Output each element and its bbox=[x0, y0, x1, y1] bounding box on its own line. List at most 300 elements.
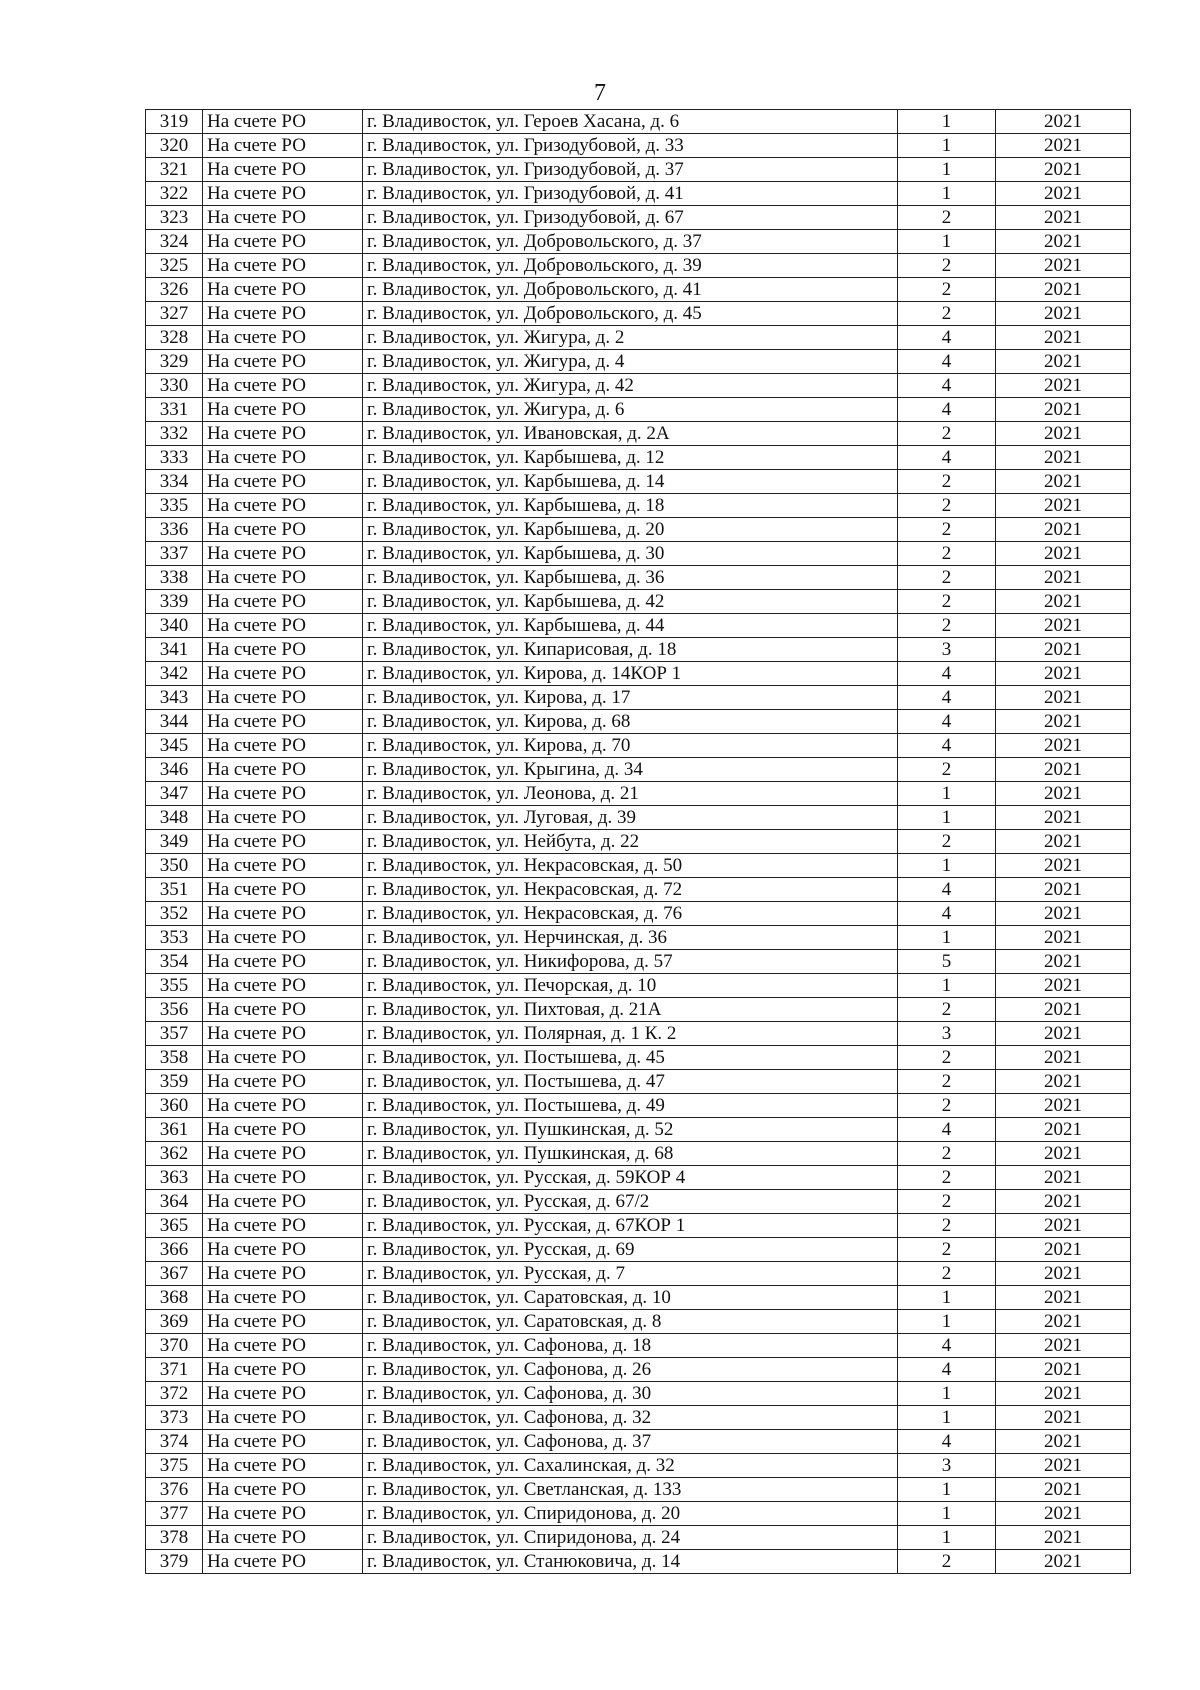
count-cell: 2 bbox=[898, 1550, 996, 1574]
row-number-cell: 350 bbox=[146, 854, 203, 878]
address-cell: г. Владивосток, ул. Ивановская, д. 2А bbox=[363, 422, 898, 446]
address-cell: г. Владивосток, ул. Добровольского, д. 37 bbox=[363, 230, 898, 254]
address-cell: г. Владивосток, ул. Крыгина, д. 34 bbox=[363, 758, 898, 782]
row-number-cell: 340 bbox=[146, 614, 203, 638]
account-status-cell: На счете РО bbox=[203, 1190, 363, 1214]
count-cell: 2 bbox=[898, 254, 996, 278]
year-cell: 2021 bbox=[996, 206, 1131, 230]
account-status-cell: На счете РО bbox=[203, 518, 363, 542]
row-number-cell: 343 bbox=[146, 686, 203, 710]
row-number-cell: 333 bbox=[146, 446, 203, 470]
year-cell: 2021 bbox=[996, 902, 1131, 926]
table-row bbox=[146, 638, 1131, 662]
table-row bbox=[146, 1022, 1131, 1046]
address-cell: г. Владивосток, ул. Русская, д. 7 bbox=[363, 1262, 898, 1286]
year-cell: 2021 bbox=[996, 230, 1131, 254]
address-cell: г. Владивосток, ул. Сахалинская, д. 32 bbox=[363, 1454, 898, 1478]
address-cell: г. Владивосток, ул. Нейбута, д. 22 bbox=[363, 830, 898, 854]
address-cell: г. Владивосток, ул. Пихтовая, д. 21А bbox=[363, 998, 898, 1022]
address-cell: г. Владивосток, ул. Пушкинская, д. 52 bbox=[363, 1118, 898, 1142]
count-cell: 1 bbox=[898, 854, 996, 878]
count-cell: 1 bbox=[898, 110, 996, 134]
table-row bbox=[146, 1166, 1131, 1190]
address-cell: г. Владивосток, ул. Некрасовская, д. 50 bbox=[363, 854, 898, 878]
table-row bbox=[146, 614, 1131, 638]
row-number-cell: 348 bbox=[146, 806, 203, 830]
row-number-cell: 323 bbox=[146, 206, 203, 230]
account-status-cell: На счете РО bbox=[203, 446, 363, 470]
address-cell: г. Владивосток, ул. Карбышева, д. 44 bbox=[363, 614, 898, 638]
account-status-cell: На счете РО bbox=[203, 1382, 363, 1406]
address-cell: г. Владивосток, ул. Светланская, д. 133 bbox=[363, 1478, 898, 1502]
count-cell: 4 bbox=[898, 1334, 996, 1358]
table-row bbox=[146, 1334, 1131, 1358]
count-cell: 4 bbox=[898, 1358, 996, 1382]
row-number-cell: 371 bbox=[146, 1358, 203, 1382]
year-cell: 2021 bbox=[996, 350, 1131, 374]
row-number-cell: 345 bbox=[146, 734, 203, 758]
row-number-cell: 344 bbox=[146, 710, 203, 734]
address-cell: г. Владивосток, ул. Сафонова, д. 30 bbox=[363, 1382, 898, 1406]
account-status-cell: На счете РО bbox=[203, 110, 363, 134]
account-status-cell: На счете РО bbox=[203, 1358, 363, 1382]
year-cell: 2021 bbox=[996, 1454, 1131, 1478]
row-number-cell: 337 bbox=[146, 542, 203, 566]
row-number-cell: 335 bbox=[146, 494, 203, 518]
count-cell: 1 bbox=[898, 1406, 996, 1430]
account-status-cell: На счете РО bbox=[203, 470, 363, 494]
account-status-cell: На счете РО bbox=[203, 590, 363, 614]
year-cell: 2021 bbox=[996, 638, 1131, 662]
year-cell: 2021 bbox=[996, 1286, 1131, 1310]
account-status-cell: На счете РО bbox=[203, 206, 363, 230]
row-number-cell: 329 bbox=[146, 350, 203, 374]
account-status-cell: На счете РО bbox=[203, 686, 363, 710]
year-cell: 2021 bbox=[996, 734, 1131, 758]
account-status-cell: На счете РО bbox=[203, 950, 363, 974]
year-cell: 2021 bbox=[996, 1070, 1131, 1094]
year-cell: 2021 bbox=[996, 470, 1131, 494]
count-cell: 2 bbox=[898, 470, 996, 494]
count-cell: 2 bbox=[898, 422, 996, 446]
table-row bbox=[146, 902, 1131, 926]
row-number-cell: 327 bbox=[146, 302, 203, 326]
table-row bbox=[146, 1358, 1131, 1382]
row-number-cell: 373 bbox=[146, 1406, 203, 1430]
year-cell: 2021 bbox=[996, 590, 1131, 614]
row-number-cell: 377 bbox=[146, 1502, 203, 1526]
table-row bbox=[146, 1310, 1131, 1334]
count-cell: 2 bbox=[898, 1046, 996, 1070]
account-status-cell: На счете РО bbox=[203, 278, 363, 302]
year-cell: 2021 bbox=[996, 1166, 1131, 1190]
count-cell: 4 bbox=[898, 734, 996, 758]
row-number-cell: 354 bbox=[146, 950, 203, 974]
row-number-cell: 332 bbox=[146, 422, 203, 446]
year-cell: 2021 bbox=[996, 758, 1131, 782]
count-cell: 2 bbox=[898, 1238, 996, 1262]
row-number-cell: 359 bbox=[146, 1070, 203, 1094]
table-row bbox=[146, 782, 1131, 806]
table-row bbox=[146, 566, 1131, 590]
row-number-cell: 349 bbox=[146, 830, 203, 854]
address-cell: г. Владивосток, ул. Карбышева, д. 20 bbox=[363, 518, 898, 542]
year-cell: 2021 bbox=[996, 1142, 1131, 1166]
year-cell: 2021 bbox=[996, 1430, 1131, 1454]
account-status-cell: На счете РО bbox=[203, 830, 363, 854]
table-row bbox=[146, 182, 1131, 206]
address-cell: г. Владивосток, ул. Гризодубовой, д. 41 bbox=[363, 182, 898, 206]
count-cell: 2 bbox=[898, 998, 996, 1022]
address-cell: г. Владивосток, ул. Постышева, д. 47 bbox=[363, 1070, 898, 1094]
account-status-cell: На счете РО bbox=[203, 878, 363, 902]
row-number-cell: 321 bbox=[146, 158, 203, 182]
row-number-cell: 341 bbox=[146, 638, 203, 662]
year-cell: 2021 bbox=[996, 518, 1131, 542]
count-cell: 1 bbox=[898, 1502, 996, 1526]
account-status-cell: На счете РО bbox=[203, 1478, 363, 1502]
year-cell: 2021 bbox=[996, 1406, 1131, 1430]
row-number-cell: 358 bbox=[146, 1046, 203, 1070]
account-status-cell: На счете РО bbox=[203, 1262, 363, 1286]
year-cell: 2021 bbox=[996, 1190, 1131, 1214]
buildings-table bbox=[145, 109, 1131, 1574]
address-cell: г. Владивосток, ул. Никифорова, д. 57 bbox=[363, 950, 898, 974]
row-number-cell: 339 bbox=[146, 590, 203, 614]
address-cell: г. Владивосток, ул. Сафонова, д. 26 bbox=[363, 1358, 898, 1382]
address-cell: г. Владивосток, ул. Сафонова, д. 37 bbox=[363, 1430, 898, 1454]
year-cell: 2021 bbox=[996, 662, 1131, 686]
row-number-cell: 378 bbox=[146, 1526, 203, 1550]
address-cell: г. Владивосток, ул. Добровольского, д. 41 bbox=[363, 278, 898, 302]
address-cell: г. Владивосток, ул. Спиридонова, д. 24 bbox=[363, 1526, 898, 1550]
year-cell: 2021 bbox=[996, 1382, 1131, 1406]
address-cell: г. Владивосток, ул. Кирова, д. 14КОР 1 bbox=[363, 662, 898, 686]
count-cell: 5 bbox=[898, 950, 996, 974]
account-status-cell: На счете РО bbox=[203, 158, 363, 182]
table-row bbox=[146, 398, 1131, 422]
year-cell: 2021 bbox=[996, 158, 1131, 182]
year-cell: 2021 bbox=[996, 686, 1131, 710]
address-cell: г. Владивосток, ул. Нерчинская, д. 36 bbox=[363, 926, 898, 950]
address-cell: г. Владивосток, ул. Жигура, д. 4 bbox=[363, 350, 898, 374]
table-row bbox=[146, 278, 1131, 302]
table-row bbox=[146, 1430, 1131, 1454]
table-row bbox=[146, 1046, 1131, 1070]
table-row bbox=[146, 350, 1131, 374]
account-status-cell: На счете РО bbox=[203, 1118, 363, 1142]
year-cell: 2021 bbox=[996, 782, 1131, 806]
row-number-cell: 319 bbox=[146, 110, 203, 134]
address-cell: г. Владивосток, ул. Некрасовская, д. 76 bbox=[363, 902, 898, 926]
address-cell: г. Владивосток, ул. Пушкинская, д. 68 bbox=[363, 1142, 898, 1166]
address-cell: г. Владивосток, ул. Русская, д. 59КОР 4 bbox=[363, 1166, 898, 1190]
table-row bbox=[146, 998, 1131, 1022]
address-cell: г. Владивосток, ул. Гризодубовой, д. 67 bbox=[363, 206, 898, 230]
page-number: 7 bbox=[594, 80, 606, 106]
table-row bbox=[146, 110, 1131, 134]
account-status-cell: На счете РО bbox=[203, 1022, 363, 1046]
table-row bbox=[146, 446, 1131, 470]
address-cell: г. Владивосток, ул. Кипарисовая, д. 18 bbox=[363, 638, 898, 662]
count-cell: 2 bbox=[898, 518, 996, 542]
table-row bbox=[146, 806, 1131, 830]
account-status-cell: На счете РО bbox=[203, 422, 363, 446]
year-cell: 2021 bbox=[996, 302, 1131, 326]
year-cell: 2021 bbox=[996, 374, 1131, 398]
table-row bbox=[146, 950, 1131, 974]
table-row bbox=[146, 926, 1131, 950]
account-status-cell: На счете РО bbox=[203, 1166, 363, 1190]
address-cell: г. Владивосток, ул. Карбышева, д. 42 bbox=[363, 590, 898, 614]
table-row bbox=[146, 374, 1131, 398]
row-number-cell: 326 bbox=[146, 278, 203, 302]
count-cell: 2 bbox=[898, 542, 996, 566]
row-number-cell: 331 bbox=[146, 398, 203, 422]
address-cell: г. Владивосток, ул. Леонова, д. 21 bbox=[363, 782, 898, 806]
year-cell: 2021 bbox=[996, 566, 1131, 590]
row-number-cell: 325 bbox=[146, 254, 203, 278]
account-status-cell: На счете РО bbox=[203, 1526, 363, 1550]
count-cell: 3 bbox=[898, 638, 996, 662]
table-row bbox=[146, 206, 1131, 230]
year-cell: 2021 bbox=[996, 926, 1131, 950]
table-row bbox=[146, 710, 1131, 734]
count-cell: 1 bbox=[898, 1286, 996, 1310]
account-status-cell: На счете РО bbox=[203, 1286, 363, 1310]
table-row bbox=[146, 1454, 1131, 1478]
table-row bbox=[146, 1382, 1131, 1406]
address-cell: г. Владивосток, ул. Сафонова, д. 32 bbox=[363, 1406, 898, 1430]
row-number-cell: 355 bbox=[146, 974, 203, 998]
address-cell: г. Владивосток, ул. Карбышева, д. 18 bbox=[363, 494, 898, 518]
account-status-cell: На счете РО bbox=[203, 614, 363, 638]
row-number-cell: 370 bbox=[146, 1334, 203, 1358]
year-cell: 2021 bbox=[996, 542, 1131, 566]
account-status-cell: На счете РО bbox=[203, 902, 363, 926]
count-cell: 2 bbox=[898, 566, 996, 590]
count-cell: 4 bbox=[898, 662, 996, 686]
count-cell: 4 bbox=[898, 686, 996, 710]
account-status-cell: На счете РО bbox=[203, 1046, 363, 1070]
table-row bbox=[146, 542, 1131, 566]
address-cell: г. Владивосток, ул. Карбышева, д. 36 bbox=[363, 566, 898, 590]
row-number-cell: 369 bbox=[146, 1310, 203, 1334]
address-cell: г. Владивосток, ул. Жигура, д. 6 bbox=[363, 398, 898, 422]
account-status-cell: На счете РО bbox=[203, 806, 363, 830]
row-number-cell: 336 bbox=[146, 518, 203, 542]
year-cell: 2021 bbox=[996, 182, 1131, 206]
account-status-cell: На счете РО bbox=[203, 302, 363, 326]
row-number-cell: 338 bbox=[146, 566, 203, 590]
table-row bbox=[146, 878, 1131, 902]
address-cell: г. Владивосток, ул. Карбышева, д. 12 bbox=[363, 446, 898, 470]
table-row bbox=[146, 830, 1131, 854]
address-cell: г. Владивосток, ул. Сафонова, д. 18 bbox=[363, 1334, 898, 1358]
count-cell: 1 bbox=[898, 1478, 996, 1502]
table-row bbox=[146, 734, 1131, 758]
table-row bbox=[146, 230, 1131, 254]
year-cell: 2021 bbox=[996, 878, 1131, 902]
address-cell: г. Владивосток, ул. Кирова, д. 68 bbox=[363, 710, 898, 734]
count-cell: 1 bbox=[898, 1526, 996, 1550]
count-cell: 1 bbox=[898, 926, 996, 950]
account-status-cell: На счете РО bbox=[203, 662, 363, 686]
year-cell: 2021 bbox=[996, 1310, 1131, 1334]
address-cell: г. Владивосток, ул. Героев Хасана, д. 6 bbox=[363, 110, 898, 134]
year-cell: 2021 bbox=[996, 326, 1131, 350]
account-status-cell: На счете РО bbox=[203, 1214, 363, 1238]
year-cell: 2021 bbox=[996, 1358, 1131, 1382]
count-cell: 4 bbox=[898, 350, 996, 374]
address-cell: г. Владивосток, ул. Карбышева, д. 30 bbox=[363, 542, 898, 566]
table-row bbox=[146, 254, 1131, 278]
address-cell: г. Владивосток, ул. Гризодубовой, д. 33 bbox=[363, 134, 898, 158]
table-row bbox=[146, 134, 1131, 158]
year-cell: 2021 bbox=[996, 254, 1131, 278]
table-row bbox=[146, 1286, 1131, 1310]
count-cell: 1 bbox=[898, 974, 996, 998]
year-cell: 2021 bbox=[996, 1118, 1131, 1142]
account-status-cell: На счете РО bbox=[203, 542, 363, 566]
table-body bbox=[146, 110, 1131, 1574]
row-number-cell: 363 bbox=[146, 1166, 203, 1190]
address-cell: г. Владивосток, ул. Кирова, д. 17 bbox=[363, 686, 898, 710]
count-cell: 1 bbox=[898, 1310, 996, 1334]
address-cell: г. Владивосток, ул. Кирова, д. 70 bbox=[363, 734, 898, 758]
account-status-cell: На счете РО bbox=[203, 998, 363, 1022]
count-cell: 4 bbox=[898, 902, 996, 926]
year-cell: 2021 bbox=[996, 110, 1131, 134]
row-number-cell: 328 bbox=[146, 326, 203, 350]
address-cell: г. Владивосток, ул. Русская, д. 67/2 bbox=[363, 1190, 898, 1214]
year-cell: 2021 bbox=[996, 1550, 1131, 1574]
address-cell: г. Владивосток, ул. Печорская, д. 10 bbox=[363, 974, 898, 998]
row-number-cell: 320 bbox=[146, 134, 203, 158]
table-row bbox=[146, 1502, 1131, 1526]
row-number-cell: 379 bbox=[146, 1550, 203, 1574]
table-row bbox=[146, 1478, 1131, 1502]
table-row bbox=[146, 1550, 1131, 1574]
year-cell: 2021 bbox=[996, 806, 1131, 830]
count-cell: 1 bbox=[898, 158, 996, 182]
table-row bbox=[146, 470, 1131, 494]
table-row bbox=[146, 686, 1131, 710]
year-cell: 2021 bbox=[996, 1262, 1131, 1286]
year-cell: 2021 bbox=[996, 134, 1131, 158]
table-row bbox=[146, 1070, 1131, 1094]
account-status-cell: На счете РО bbox=[203, 758, 363, 782]
count-cell: 1 bbox=[898, 230, 996, 254]
account-status-cell: На счете РО bbox=[203, 1334, 363, 1358]
table-row bbox=[146, 326, 1131, 350]
count-cell: 2 bbox=[898, 758, 996, 782]
count-cell: 2 bbox=[898, 830, 996, 854]
address-cell: г. Владивосток, ул. Постышева, д. 49 bbox=[363, 1094, 898, 1118]
address-cell: г. Владивосток, ул. Добровольского, д. 45 bbox=[363, 302, 898, 326]
account-status-cell: На счете РО bbox=[203, 326, 363, 350]
row-number-cell: 364 bbox=[146, 1190, 203, 1214]
row-number-cell: 346 bbox=[146, 758, 203, 782]
count-cell: 1 bbox=[898, 134, 996, 158]
address-cell: г. Владивосток, ул. Саратовская, д. 8 bbox=[363, 1310, 898, 1334]
count-cell: 4 bbox=[898, 374, 996, 398]
address-cell: г. Владивосток, ул. Гризодубовой, д. 37 bbox=[363, 158, 898, 182]
account-status-cell: На счете РО bbox=[203, 1550, 363, 1574]
row-number-cell: 376 bbox=[146, 1478, 203, 1502]
row-number-cell: 365 bbox=[146, 1214, 203, 1238]
account-status-cell: На счете РО bbox=[203, 134, 363, 158]
table-row bbox=[146, 494, 1131, 518]
count-cell: 1 bbox=[898, 782, 996, 806]
account-status-cell: На счете РО bbox=[203, 374, 363, 398]
count-cell: 2 bbox=[898, 1262, 996, 1286]
count-cell: 2 bbox=[898, 494, 996, 518]
count-cell: 2 bbox=[898, 1190, 996, 1214]
account-status-cell: На счете РО bbox=[203, 926, 363, 950]
row-number-cell: 357 bbox=[146, 1022, 203, 1046]
row-number-cell: 322 bbox=[146, 182, 203, 206]
year-cell: 2021 bbox=[996, 398, 1131, 422]
year-cell: 2021 bbox=[996, 278, 1131, 302]
table-row bbox=[146, 1238, 1131, 1262]
table-row bbox=[146, 302, 1131, 326]
count-cell: 4 bbox=[898, 398, 996, 422]
table-row bbox=[146, 1142, 1131, 1166]
account-status-cell: На счете РО bbox=[203, 638, 363, 662]
year-cell: 2021 bbox=[996, 1094, 1131, 1118]
row-number-cell: 367 bbox=[146, 1262, 203, 1286]
year-cell: 2021 bbox=[996, 1022, 1131, 1046]
row-number-cell: 351 bbox=[146, 878, 203, 902]
account-status-cell: На счете РО bbox=[203, 566, 363, 590]
count-cell: 2 bbox=[898, 302, 996, 326]
row-number-cell: 334 bbox=[146, 470, 203, 494]
table-row bbox=[146, 1406, 1131, 1430]
count-cell: 2 bbox=[898, 278, 996, 302]
account-status-cell: На счете РО bbox=[203, 1430, 363, 1454]
count-cell: 4 bbox=[898, 1118, 996, 1142]
count-cell: 2 bbox=[898, 206, 996, 230]
count-cell: 3 bbox=[898, 1454, 996, 1478]
year-cell: 2021 bbox=[996, 1526, 1131, 1550]
row-number-cell: 372 bbox=[146, 1382, 203, 1406]
row-number-cell: 362 bbox=[146, 1142, 203, 1166]
address-cell: г. Владивосток, ул. Саратовская, д. 10 bbox=[363, 1286, 898, 1310]
table-row bbox=[146, 1214, 1131, 1238]
account-status-cell: На счете РО bbox=[203, 854, 363, 878]
year-cell: 2021 bbox=[996, 614, 1131, 638]
account-status-cell: На счете РО bbox=[203, 710, 363, 734]
count-cell: 2 bbox=[898, 614, 996, 638]
account-status-cell: На счете РО bbox=[203, 734, 363, 758]
count-cell: 1 bbox=[898, 182, 996, 206]
account-status-cell: На счете РО bbox=[203, 1094, 363, 1118]
account-status-cell: На счете РО bbox=[203, 1502, 363, 1526]
row-number-cell: 342 bbox=[146, 662, 203, 686]
year-cell: 2021 bbox=[996, 446, 1131, 470]
account-status-cell: На счете РО bbox=[203, 1406, 363, 1430]
count-cell: 2 bbox=[898, 1166, 996, 1190]
account-status-cell: На счете РО bbox=[203, 494, 363, 518]
account-status-cell: На счете РО bbox=[203, 1238, 363, 1262]
account-status-cell: На счете РО bbox=[203, 254, 363, 278]
table-row bbox=[146, 1526, 1131, 1550]
table-row bbox=[146, 974, 1131, 998]
year-cell: 2021 bbox=[996, 1046, 1131, 1070]
count-cell: 2 bbox=[898, 1142, 996, 1166]
address-cell: г. Владивосток, ул. Русская, д. 69 bbox=[363, 1238, 898, 1262]
